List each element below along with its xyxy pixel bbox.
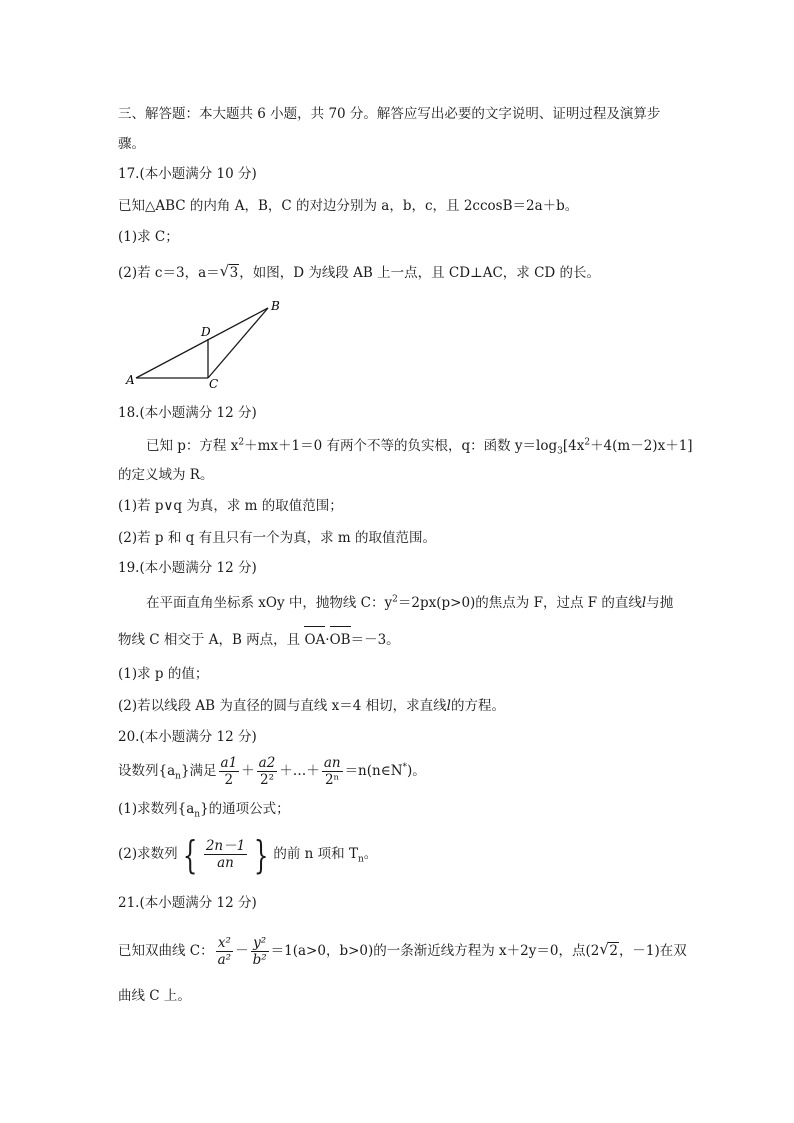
q20-stem-c: ＝n(n∈N	[344, 763, 403, 779]
fraction-a1-num: a1	[220, 755, 238, 771]
q18-sup: 2	[238, 437, 245, 448]
q20-part2-a: (2)求数列	[118, 846, 178, 862]
q20-part2-c: 。	[363, 846, 378, 862]
q18-header: 18.(本小题满分 12 分)	[118, 405, 257, 421]
section-heading-line2: 骤。	[118, 136, 145, 152]
dot-product: ·	[325, 632, 330, 648]
fraction-y2-b2	[251, 935, 269, 968]
fraction-an-num: an	[323, 755, 341, 771]
q17-part2-text-a: (2)若 c＝3，a＝	[118, 265, 220, 281]
fraction-2n-1-num: 2n－1	[205, 838, 246, 854]
q18-sup2: 2	[584, 437, 591, 448]
q20-stem-b: }满足	[180, 763, 217, 779]
q18-line2: 的定义域为 R。	[118, 467, 214, 483]
q20-stem-sub: n	[175, 771, 181, 782]
q19-line1-a: 在平面直角坐标系 xOy 中，抛物线 C：y	[146, 595, 393, 611]
q19-line2-a: 物线 C 相交于 A，B 两点，且	[118, 632, 301, 648]
q19-line2-b: ＝－3。	[350, 632, 400, 648]
q19-line1	[146, 593, 673, 613]
label-a: A	[126, 373, 135, 387]
q17-stem: 已知△ABC 的内角 A，B，C 的对边分别为 a，b，c，且 2ccosB＝2a＋b。	[118, 198, 579, 214]
fraction-a2	[257, 755, 278, 788]
q17-header: 17.(本小题满分 10 分)	[118, 166, 257, 182]
q17-sqrt-value: 3	[229, 265, 239, 281]
q19-sup: 2	[392, 594, 398, 605]
q19-line1-b: ＝2px(p>0)的焦点为 F，过点 F 的直线	[397, 595, 642, 611]
segment-cb	[208, 308, 268, 378]
q20-part1-a: (1)求数列{a	[118, 801, 195, 817]
label-b: B	[271, 299, 280, 313]
fraction-an	[322, 755, 343, 788]
minus-sign: －	[235, 943, 249, 959]
q18-line1	[146, 436, 693, 456]
q20-part1-sub: n	[194, 809, 201, 820]
q20-part2-b: 的前 n 项和 T	[273, 846, 358, 862]
q20-header: 20.(本小题满分 12 分)	[118, 729, 257, 745]
vector-oa: OA	[304, 632, 326, 648]
q20-stem-d: )。	[407, 763, 426, 779]
fraction-2n-1-den: an	[217, 855, 234, 871]
label-d: D	[201, 325, 211, 339]
left-brace: {	[182, 832, 197, 877]
q19-line-l: l	[641, 595, 647, 611]
q19-part2-b: 的方程。	[451, 698, 505, 714]
q20-stem-star: *	[402, 762, 408, 773]
q18-line1-a: 已知 p：方程 x	[146, 438, 239, 454]
q20-part2-sub: n	[357, 854, 364, 865]
q21-line1-b: ＝1(a>0，b>0)的一条渐近线方程为 x＋2y＝0，点(2	[270, 943, 600, 959]
q18-sub: 3	[557, 446, 563, 457]
q19-header: 19.(本小题满分 12 分)	[118, 560, 257, 576]
q21-line1	[118, 934, 687, 968]
segment-ab	[136, 308, 268, 378]
right-brace: }	[254, 832, 269, 877]
q21-header: 21.(本小题满分 12 分)	[118, 895, 257, 911]
q19-line2	[118, 630, 400, 650]
q20-stem-a: 设数列{a	[118, 763, 176, 779]
sqrt-symbol	[220, 263, 240, 283]
fraction-a2-den: a²	[217, 952, 232, 968]
q17-part2	[118, 263, 600, 283]
sqrt-symbol-2	[599, 934, 619, 968]
fraction-2n-1	[204, 838, 247, 871]
label-c: C	[209, 377, 219, 390]
fraction-a2-num: a2	[258, 755, 276, 771]
q20-part1-b: }的通项公式；	[200, 801, 290, 817]
q17-part1: (1)求 C；	[118, 229, 179, 245]
q19-part1: (1)求 p 的值；	[118, 666, 209, 682]
plus-sign: ＋	[241, 763, 255, 779]
fraction-a1	[219, 755, 240, 788]
q19-part2-l: l	[446, 698, 451, 714]
q19-line1-c: 与抛	[646, 595, 674, 611]
fraction-a1-den: 2	[224, 772, 234, 788]
q21-line1-c: ，－1)在双	[618, 943, 687, 959]
q19-part2-a: (2)若以线段 AB 为直径的圆与直线 x＝4 相切，求直线	[118, 698, 447, 714]
fraction-b2-den: b²	[252, 952, 267, 968]
fraction-an-den: 2ⁿ	[324, 772, 340, 788]
triangle-figure	[122, 298, 282, 390]
q18-line1-b: ＋mx＋1＝0 有两个不等的负实根，q：函数 y＝log	[244, 438, 558, 454]
fraction-y2-num: y²	[251, 935, 269, 952]
vector-ob: OB	[329, 632, 351, 648]
q20-part2	[118, 832, 378, 877]
q20-stem	[118, 754, 426, 788]
q18-line1-c: [4x	[562, 438, 585, 454]
q18-part2: (2)若 p 和 q 有且只有一个为真，求 m 的取值范围。	[118, 530, 436, 546]
q18-line1-d: ＋4(m－2)x＋1]	[590, 438, 693, 454]
q21-line2: 曲线 C 上。	[118, 988, 191, 1004]
fraction-x2-num: x²	[216, 935, 233, 952]
q21-sqrt-value: 2	[609, 943, 618, 959]
q18-part1: (1)若 p∨q 为真，求 m 的取值范围；	[118, 498, 343, 514]
fraction-x2-a2	[216, 935, 233, 968]
fraction-a2-den: 2²	[259, 772, 274, 788]
section-heading-line1: 三、解答题：本大题共 6 小题，共 70 分。解答应写出必要的文字说明、证明过程及演算步	[118, 106, 661, 122]
ellipsis: ＋…＋	[279, 763, 320, 779]
q17-part2-text-b: ，如图，D 为线段 AB 上一点，且 CD⊥AC，求 CD 的长。	[239, 265, 601, 281]
q21-line1-a: 已知双曲线 C：	[118, 943, 214, 959]
q20-part1	[118, 799, 290, 819]
q19-part2	[118, 696, 505, 716]
